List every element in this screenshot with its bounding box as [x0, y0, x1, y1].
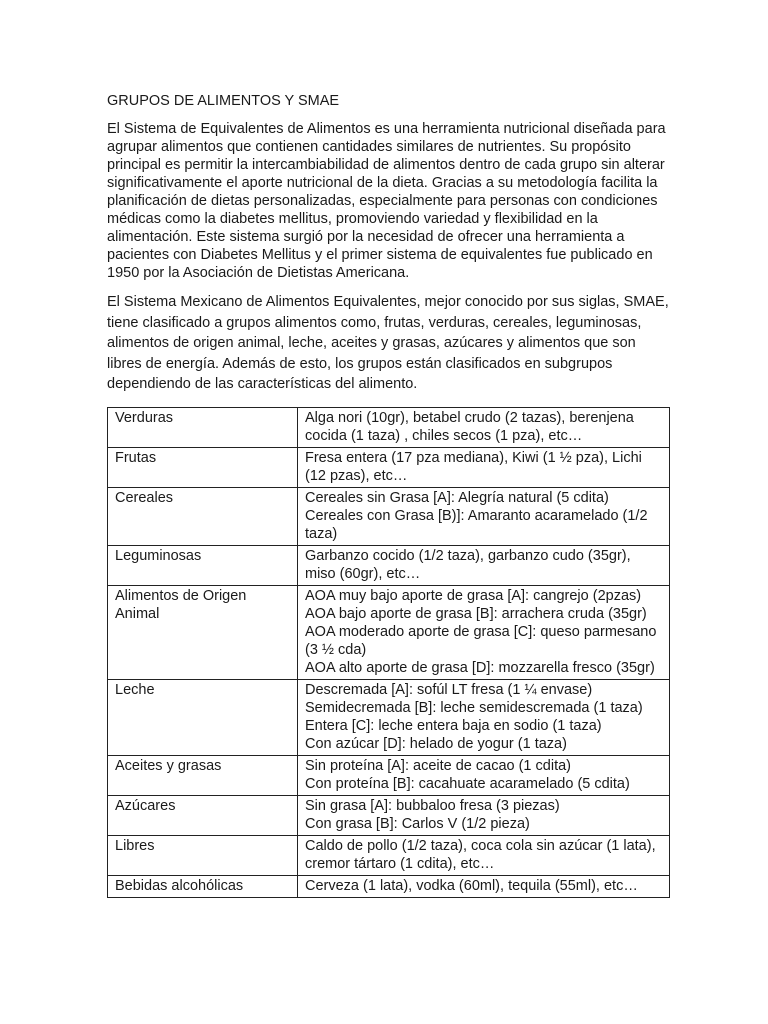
examples-cell [298, 835, 670, 875]
example-line: Entera [C]: leche entera baja en sodio (1 taza) [305, 717, 602, 734]
table-row [108, 545, 670, 585]
example-line: AOA alto aporte de grasa [D]: mozzarella fresco (35gr) [305, 659, 655, 676]
example-line: Alga nori (10gr), betabel crudo (2 tazas), berenjena cocida (1 taza) , chiles secos (1 pza), etc… [305, 409, 634, 444]
table-row [108, 585, 670, 679]
group-name-cell: Bebidas alcohólicas [108, 875, 298, 897]
examples-cell [298, 545, 670, 585]
examples-cell [298, 875, 670, 897]
example-line: Cerveza (1 lata), vodka (60ml), tequila (55ml), etc… [305, 877, 638, 894]
example-line: Con azúcar [D]: helado de yogur (1 taza) [305, 735, 567, 752]
group-name-cell: Verduras [108, 407, 298, 447]
group-name-cell: Leguminosas [108, 545, 298, 585]
examples-cell [298, 795, 670, 835]
example-line: AOA bajo aporte de grasa [B]: arrachera cruda (35gr) [305, 605, 647, 622]
example-line: Cereales con Grasa [B)]: Amaranto acaramelado (1/2 taza) [305, 507, 648, 542]
example-line: Descremada [A]: sofúl LT fresa (1 ¼ envase) [305, 681, 593, 698]
examples-cell [298, 487, 670, 545]
table-row [108, 487, 670, 545]
example-line: AOA muy bajo aporte de grasa [A]: cangrejo (2pzas) [305, 587, 642, 604]
group-name-cell: Libres [108, 835, 298, 875]
table-row [108, 407, 670, 447]
table-row [108, 679, 670, 755]
intro-paragraph: El Sistema de Equivalentes de Alimentos es una herramienta nutricional diseñada para agrupar alimentos que contienen cantidades similares de nutrientes. Su propósito principal es permitir la intercambiabilidad de alimentos dentro de cada grupo sin alterar significativamente el aporte nutricional de la dieta. Gracias a su metodología facilita la planificación de dietas personalizadas, especialmente para personas con condiciones médicas como la diabetes mellitus, promoviendo variedad y flexibilidad en la alimentación. Este sistema surgió por la necesidad de ofrecer una herramienta a pacientes con Diabetes Mellitus y el primer sistema de equivalentes fue publicado en 1950 por la Asociación de Dietistas Americana. [107, 121, 666, 281]
table-row [108, 755, 670, 795]
group-name-cell: Azúcares [108, 795, 298, 835]
example-line: Cereales sin Grasa [A]: Alegría natural (5 cdita) [305, 489, 609, 506]
example-line: Con proteína [B]: cacahuate acaramelado (5 cdita) [305, 775, 630, 792]
example-line: AOA moderado aporte de grasa [C]: queso parmesano (3 ½ cda) [305, 623, 657, 658]
document-page [107, 92, 670, 898]
group-name-cell: Aceites y grasas [108, 755, 298, 795]
example-line: Garbanzo cocido (1/2 taza), garbanzo cudo (35gr), miso (60gr), etc… [305, 547, 631, 582]
examples-cell [298, 585, 670, 679]
group-name-cell: Frutas [108, 447, 298, 487]
examples-cell [298, 447, 670, 487]
example-line: Semidecremada [B]: leche semidescremada (1 taza) [305, 699, 643, 716]
group-name-cell: Cereales [108, 487, 298, 545]
table-row [108, 875, 670, 897]
examples-cell [298, 755, 670, 795]
group-name-cell: Leche [108, 679, 298, 755]
food-groups-table [107, 407, 670, 898]
example-line: Caldo de pollo (1/2 taza), coca cola sin azúcar (1 lata), cremor tártaro (1 cdita), etc… [305, 837, 656, 872]
smae-paragraph: El Sistema Mexicano de Alimentos Equivalentes, mejor conocido por sus siglas, SMAE, tiene clasificado a grupos alimentos como, frutas, verduras, cereales, leguminosas, alimentos de origen animal, leche, aceites y grasas, azúcares y alimentos que son libres de energía. Además de esto, los grupos están clasificados en subgrupos dependiendo de las características del alimento. [107, 294, 669, 392]
example-line: Sin proteína [A]: aceite de cacao (1 cdita) [305, 757, 571, 774]
example-line: Fresa entera (17 pza mediana), Kiwi (1 ½ pza), Lichi (12 pzas), etc… [305, 449, 642, 484]
examples-cell [298, 407, 670, 447]
document-title: GRUPOS DE ALIMENTOS Y SMAE [107, 93, 340, 109]
example-line: Con grasa [B]: Carlos V (1/2 pieza) [305, 815, 530, 832]
example-line: Sin grasa [A]: bubbaloo fresa (3 piezas) [305, 797, 560, 814]
table-row [108, 835, 670, 875]
group-name-cell: Alimentos de Origen Animal [108, 585, 298, 679]
table-row [108, 447, 670, 487]
examples-cell [298, 679, 670, 755]
table-row [108, 795, 670, 835]
